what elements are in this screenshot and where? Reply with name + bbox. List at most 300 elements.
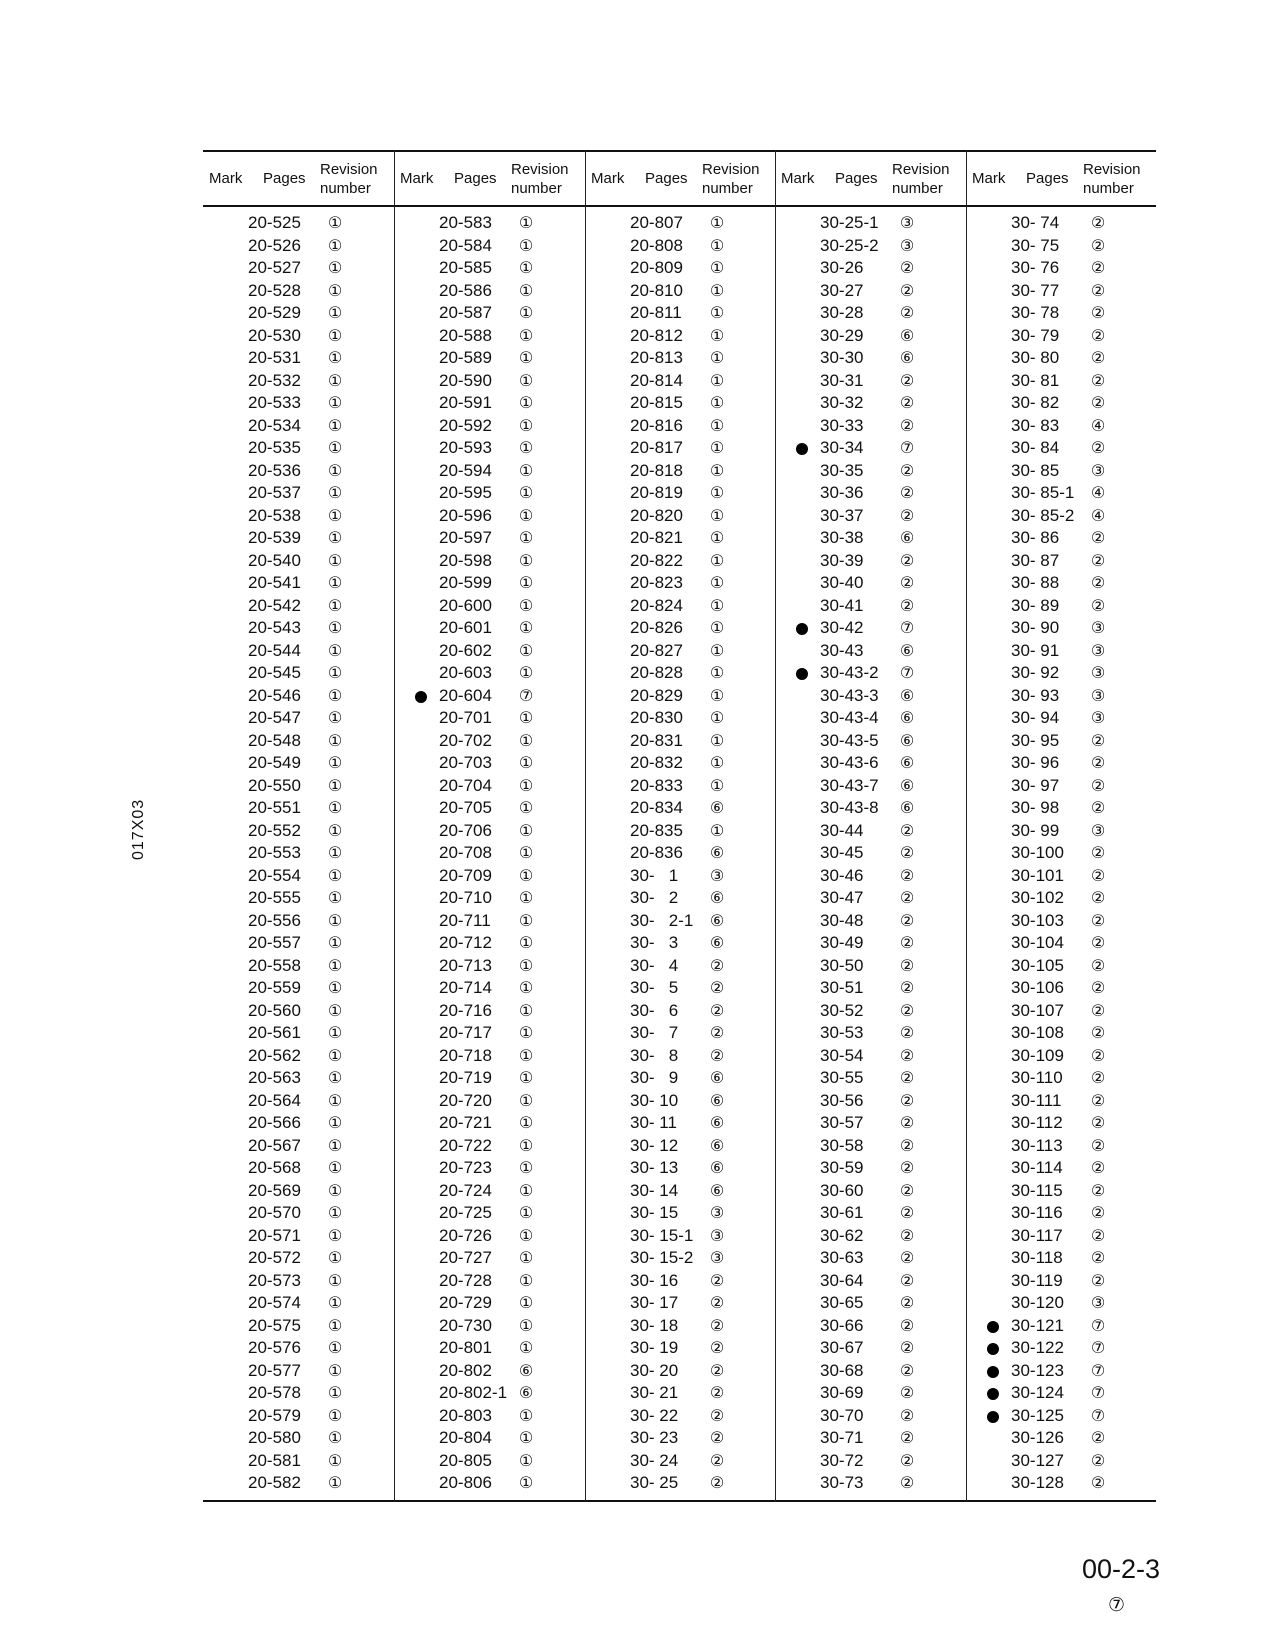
page-reference: 20-551 [248, 798, 301, 817]
revision-number: ① [327, 483, 343, 502]
revision-number: ① [327, 1428, 343, 1447]
header-revision-line1: Revision [892, 161, 950, 178]
revision-number: ② [1090, 595, 1106, 615]
table-row [203, 212, 393, 235]
table-row [203, 1292, 393, 1315]
page-reference: 20-812 [630, 325, 683, 345]
page-reference: 30-113 [1011, 1135, 1063, 1155]
table-row [775, 1045, 965, 1068]
revision-number: ② [1090, 370, 1106, 390]
table-row [585, 1067, 775, 1090]
table-row [203, 527, 393, 550]
page-reference: 30-122 [1011, 1338, 1064, 1357]
revision-number: ③ [1090, 1293, 1106, 1312]
page-reference: 20-593 [439, 438, 492, 457]
table-row [394, 437, 584, 460]
page-reference: 20-835 [630, 820, 683, 840]
revision-number: ② [899, 933, 915, 952]
table-row [585, 1180, 775, 1203]
page-reference: 30- 2 [630, 888, 679, 907]
revision-number: ① [709, 595, 725, 615]
page-reference: 30- 24 [630, 1450, 679, 1470]
table-row [394, 415, 584, 438]
table-row [203, 1180, 393, 1203]
revision-number: ② [709, 1383, 725, 1402]
page-reference: 20-536 [248, 460, 301, 480]
page-reference: 30-110 [1011, 1068, 1063, 1087]
revision-number: ① [709, 460, 725, 480]
table-row [203, 1000, 393, 1023]
table-row [585, 527, 775, 550]
table-row [585, 775, 775, 798]
revision-number: ② [899, 1383, 915, 1402]
revision-number: ② [709, 955, 725, 975]
revision-mark-bullet [987, 1411, 999, 1423]
page-reference: 30-112 [1011, 1113, 1063, 1132]
page-reference: 30-45 [820, 843, 864, 862]
page-reference: 30- 83 [1011, 415, 1060, 435]
revision-number: ② [899, 370, 915, 390]
table-row [966, 302, 1156, 325]
revision-number: ② [899, 1428, 915, 1447]
revision-number: ⑦ [899, 618, 915, 637]
revision-number: ① [518, 933, 534, 952]
revision-number: ① [518, 595, 534, 615]
page-reference: 30-50 [820, 955, 864, 975]
revision-number: ② [1090, 1473, 1106, 1492]
revision-number: ① [327, 798, 343, 817]
revision-number: ① [709, 730, 725, 750]
revision-number: ① [518, 415, 534, 435]
table-row [775, 460, 965, 483]
page-reference: 20-728 [439, 1270, 492, 1290]
table-row [394, 1292, 584, 1315]
page-reference: 20-708 [439, 843, 492, 862]
table-row [775, 1315, 965, 1338]
page-reference: 20-801 [439, 1338, 492, 1357]
table-row [585, 1360, 775, 1383]
table-row [775, 257, 965, 280]
revision-number: ⑦ [899, 438, 915, 457]
revision-number: ② [1090, 933, 1106, 952]
revision-number: ① [518, 1315, 534, 1335]
page-reference: 20-716 [439, 1000, 492, 1020]
table-row [966, 617, 1156, 640]
table-row [585, 910, 775, 933]
table-row [966, 1382, 1156, 1405]
table-row [585, 1292, 775, 1315]
table-row [203, 977, 393, 1000]
revision-number: ② [899, 1360, 915, 1380]
revision-number: ① [327, 1203, 343, 1222]
page-reference: 20-714 [439, 978, 492, 997]
header-pages: Pages [645, 170, 688, 187]
page-reference: 20-810 [630, 280, 683, 300]
revision-number: ① [518, 573, 534, 592]
page-reference: 20-555 [248, 888, 301, 907]
page-reference: 30-61 [820, 1203, 864, 1222]
page-reference: 20-587 [439, 303, 492, 322]
table-row [394, 662, 584, 685]
revision-number: ② [899, 843, 915, 862]
table-row [394, 595, 584, 618]
revision-number: ① [327, 1045, 343, 1065]
table-row [394, 550, 584, 573]
page-reference: 30-31 [820, 370, 864, 390]
page-reference: 30-42 [820, 618, 864, 637]
page-reference: 20-549 [248, 753, 301, 772]
revision-number: ① [327, 910, 343, 930]
revision-number: ① [518, 1270, 534, 1290]
revision-number: ① [327, 640, 343, 660]
side-document-code: 017X03 [130, 798, 147, 860]
table-row [775, 1405, 965, 1428]
revision-number: ② [709, 1023, 725, 1042]
page-reference: 30-32 [820, 393, 864, 412]
page-reference: 20-598 [439, 550, 492, 570]
page-reference: 20-556 [248, 910, 301, 930]
page-reference: 20-563 [248, 1068, 301, 1087]
revision-number: ① [518, 370, 534, 390]
revision-number: ② [899, 1293, 915, 1312]
table-row [966, 775, 1156, 798]
page-reference: 20-815 [630, 393, 683, 412]
table-row [966, 595, 1156, 618]
revision-number: ① [709, 415, 725, 435]
table-row [966, 865, 1156, 888]
revision-mark-bullet [796, 623, 808, 635]
table-row [394, 932, 584, 955]
page-reference: 30-114 [1011, 1158, 1063, 1177]
revision-number: ⑥ [709, 888, 725, 907]
header-mark: Mark [209, 170, 243, 187]
header-revision-line1: Revision [511, 161, 569, 178]
revision-number: ② [709, 978, 725, 997]
page-reference: 30- 10 [630, 1090, 679, 1110]
header-revision [702, 160, 760, 198]
revision-number: ① [709, 550, 725, 570]
revision-number: ① [518, 1135, 534, 1155]
table-row [394, 370, 584, 393]
revision-number: ② [1090, 393, 1106, 412]
table-row [775, 1337, 965, 1360]
page-reference: 30- 96 [1011, 753, 1060, 772]
page-reference: 20-579 [248, 1405, 301, 1425]
page-reference: 30-38 [820, 528, 864, 547]
table-row [585, 640, 775, 663]
table-row [966, 572, 1156, 595]
page-reference: 20-724 [439, 1180, 492, 1200]
table-row [585, 572, 775, 595]
table-row [585, 347, 775, 370]
revision-number: ① [327, 235, 343, 255]
page-reference: 20-544 [248, 640, 301, 660]
header-revision-line1: Revision [320, 161, 378, 178]
table-row [966, 1067, 1156, 1090]
revision-number: ① [518, 235, 534, 255]
revision-number: ① [327, 1293, 343, 1312]
table-row [775, 302, 965, 325]
page-reference: 30-46 [820, 865, 864, 885]
revision-number: ⑦ [1090, 1315, 1106, 1335]
table-row [203, 685, 393, 708]
table-row [775, 685, 965, 708]
revision-number: ① [327, 865, 343, 885]
revision-number: ② [1090, 978, 1106, 997]
page-reference: 30-37 [820, 505, 864, 525]
table-row [775, 820, 965, 843]
page-reference: 30-126 [1011, 1428, 1064, 1447]
page-reference: 20-528 [248, 280, 301, 300]
page-reference: 30-125 [1011, 1405, 1064, 1425]
revision-number: ① [327, 663, 343, 682]
revision-number: ① [518, 708, 534, 727]
revision-number: ② [1090, 303, 1106, 322]
revision-number: ⑦ [1090, 1405, 1106, 1425]
table-row [775, 707, 965, 730]
revision-number: ② [1090, 258, 1106, 277]
revision-number: ② [709, 1045, 725, 1065]
page-reference: 20-829 [630, 685, 683, 705]
table-row [203, 842, 393, 865]
table-row [203, 572, 393, 595]
page-reference: 30- 12 [630, 1135, 679, 1155]
page-reference: 30-68 [820, 1360, 864, 1380]
header-pages: Pages [1026, 170, 1069, 187]
revision-number: ④ [1090, 415, 1106, 435]
revision-number: ① [709, 685, 725, 705]
table-row [394, 235, 584, 258]
table-row [966, 1000, 1156, 1023]
page-reference: 30-43-7 [820, 775, 879, 795]
revision-number: ① [709, 393, 725, 412]
table-row [585, 1112, 775, 1135]
revision-number: ⑥ [899, 348, 915, 367]
header-revision [892, 160, 950, 198]
revision-number: ② [899, 955, 915, 975]
table-row [203, 707, 393, 730]
page-reference: 30- 95 [1011, 730, 1060, 750]
page-reference: 30-63 [820, 1248, 864, 1267]
table-row [394, 1427, 584, 1450]
revision-number: ① [327, 1068, 343, 1087]
table-row [394, 257, 584, 280]
revision-number: ② [709, 1293, 725, 1312]
table-row [585, 842, 775, 865]
table-row [203, 595, 393, 618]
table-row [394, 707, 584, 730]
page-reference: 30-103 [1011, 910, 1064, 930]
revision-number: ② [1090, 1068, 1106, 1087]
table-row [394, 1450, 584, 1473]
revision-number: ① [518, 1248, 534, 1267]
revision-number: ① [518, 618, 534, 637]
revision-number: ⑥ [899, 528, 915, 547]
revision-number: ① [327, 1000, 343, 1020]
revision-number: ① [518, 213, 534, 232]
table-row [394, 1112, 584, 1135]
page-reference: 20-704 [439, 775, 492, 795]
page-reference: 20-557 [248, 933, 301, 952]
page-number: 00-2-3 [1082, 1554, 1161, 1584]
revision-number: ⑥ [899, 730, 915, 750]
page-reference: 30-105 [1011, 955, 1064, 975]
revision-number: ② [1090, 1113, 1106, 1132]
revision-number: ① [327, 460, 343, 480]
page-reference: 20-806 [439, 1473, 492, 1492]
page-reference: 30- 15-1 [630, 1225, 694, 1245]
revision-number: ① [518, 843, 534, 862]
page-reference: 20-539 [248, 528, 301, 547]
revision-number: ② [899, 1450, 915, 1470]
table-row [394, 1360, 584, 1383]
page-reference: 30- 13 [630, 1158, 679, 1177]
revision-number: ① [327, 933, 343, 952]
table-row [585, 235, 775, 258]
table-row [203, 1225, 393, 1248]
table-row [585, 1405, 775, 1428]
table-row [394, 280, 584, 303]
table-row [394, 977, 584, 1000]
page-reference: 20-572 [248, 1248, 301, 1267]
table-row [585, 797, 775, 820]
revision-number: ② [1090, 955, 1106, 975]
table-row [775, 1382, 965, 1405]
revision-number: ⑥ [709, 1135, 725, 1155]
table-row [585, 505, 775, 528]
page-reference: 30- 15-2 [630, 1248, 694, 1267]
page-reference: 20-720 [439, 1090, 492, 1110]
page-reference: 30-104 [1011, 933, 1064, 952]
table-row [585, 1135, 775, 1158]
page-reference: 20-712 [439, 933, 492, 952]
table-row [394, 1180, 584, 1203]
table-row [775, 865, 965, 888]
page-reference: 20-727 [439, 1248, 492, 1267]
revision-number: ① [518, 1068, 534, 1087]
table-row [394, 1202, 584, 1225]
table-row [775, 1067, 965, 1090]
table-row [394, 910, 584, 933]
page-reference: 20-819 [630, 483, 683, 502]
page-reference: 30-56 [820, 1090, 864, 1110]
page-reference: 20-717 [439, 1023, 492, 1042]
table-row [203, 1360, 393, 1383]
page-reference: 30-25-2 [820, 235, 879, 255]
page-reference: 20-805 [439, 1450, 492, 1470]
table-row [394, 325, 584, 348]
table-row [394, 392, 584, 415]
table-row [394, 1157, 584, 1180]
revision-number: ① [518, 1203, 534, 1222]
page-reference: 30- 84 [1011, 438, 1060, 457]
page-reference: 30- 7 [630, 1023, 679, 1042]
table-row [775, 752, 965, 775]
revision-number: ② [899, 1068, 915, 1087]
page-reference: 20-833 [630, 775, 683, 795]
page-reference: 20-543 [248, 618, 301, 637]
page-reference: 30- 87 [1011, 550, 1060, 570]
revision-number: ② [1090, 1045, 1106, 1065]
page-reference: 30- 9 [630, 1068, 679, 1087]
page-reference: 30-35 [820, 460, 864, 480]
table-row [394, 1472, 584, 1495]
page-reference: 20-603 [439, 663, 492, 682]
table-row [203, 1135, 393, 1158]
table-row [775, 1292, 965, 1315]
header-mark: Mark [400, 170, 434, 187]
revision-number: ① [327, 550, 343, 570]
revision-number: ② [1090, 528, 1106, 547]
revision-number: ② [709, 1270, 725, 1290]
table-row [394, 505, 584, 528]
table-row [966, 482, 1156, 505]
revision-mark-bullet [415, 691, 427, 703]
page-reference: 20-570 [248, 1203, 301, 1222]
page-reference: 20-820 [630, 505, 683, 525]
page-reference: 20-533 [248, 393, 301, 412]
table-column [585, 150, 775, 1502]
revision-number: ① [327, 258, 343, 277]
page-reference: 20-816 [630, 415, 683, 435]
table-row [966, 955, 1156, 978]
page-reference: 30- 77 [1011, 280, 1060, 300]
page-reference: 20-818 [630, 460, 683, 480]
page-reference: 30- 93 [1011, 685, 1060, 705]
revision-number: ① [327, 685, 343, 705]
revision-number: ① [327, 303, 343, 322]
page-reference: 30-58 [820, 1135, 864, 1155]
page-reference: 30- 89 [1011, 595, 1060, 615]
table-row [966, 437, 1156, 460]
table-row [966, 842, 1156, 865]
table-row [775, 640, 965, 663]
revision-number: ① [327, 415, 343, 435]
revision-number: ① [709, 370, 725, 390]
page-reference: 20-575 [248, 1315, 301, 1335]
table-row [775, 325, 965, 348]
table-row [775, 775, 965, 798]
table-row [394, 347, 584, 370]
page-reference: 30-64 [820, 1270, 864, 1290]
revision-number: ② [1090, 730, 1106, 750]
revision-number: ① [709, 213, 725, 232]
table-row [203, 370, 393, 393]
revision-number: ④ [1090, 505, 1106, 525]
table-row [394, 1382, 584, 1405]
page-reference: 20-525 [248, 213, 301, 232]
table-row [585, 1382, 775, 1405]
revision-number: ① [327, 1405, 343, 1425]
page-reference: 30- 17 [630, 1293, 679, 1312]
revision-mark-bullet [987, 1343, 999, 1355]
table-row [775, 842, 965, 865]
page-reference: 30-54 [820, 1045, 864, 1065]
table-row [394, 1067, 584, 1090]
table-row [585, 977, 775, 1000]
revision-number: ⑥ [709, 1180, 725, 1200]
page-reference: 20-578 [248, 1383, 301, 1402]
revision-table [203, 150, 1156, 1502]
table-row [394, 212, 584, 235]
table-row [775, 392, 965, 415]
table-row [775, 572, 965, 595]
revision-number: ② [1090, 1450, 1106, 1470]
table-row [394, 1315, 584, 1338]
revision-number: ① [518, 1045, 534, 1065]
revision-number: ② [1090, 1023, 1106, 1042]
page-reference: 30- 11 [630, 1113, 677, 1132]
